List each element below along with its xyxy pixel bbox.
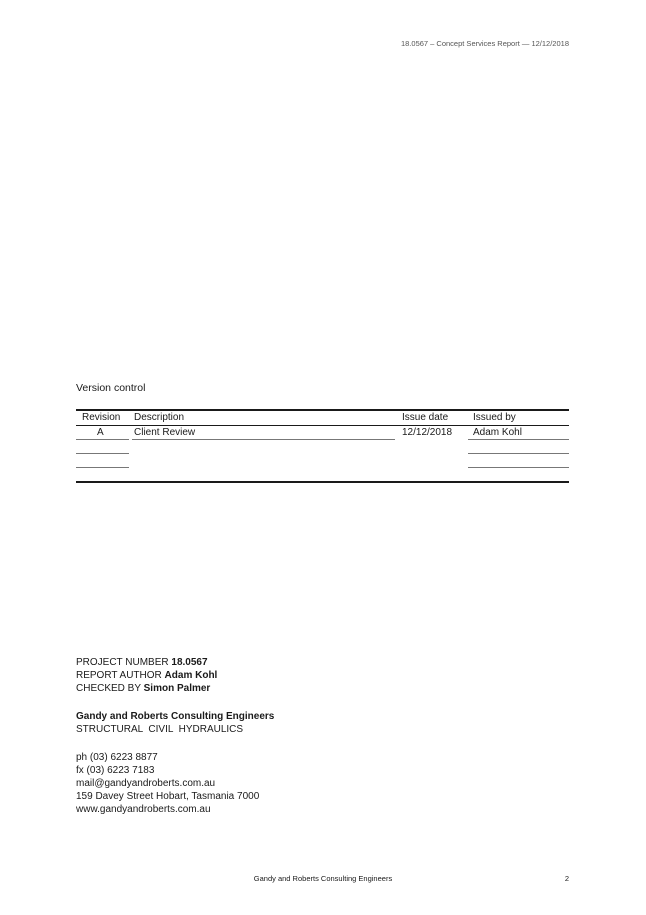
column-header-description: Description — [134, 412, 185, 423]
version-control-table — [76, 409, 569, 483]
document-reference-header: 18.0567 – Concept Services Report — 12/12/2018 — [400, 39, 569, 48]
table-row-description: Client Review — [134, 427, 196, 438]
row-2-issued-by-line — [468, 453, 569, 454]
table-row-revision: A — [97, 427, 104, 438]
row-2-revision-line — [76, 453, 129, 454]
row-1-revision-line — [76, 439, 129, 440]
project-number: 18.0567 — [171, 657, 208, 668]
column-header-revision: Revision — [82, 412, 121, 423]
project-details — [76, 656, 217, 695]
email-address: mail@gandyandroberts.com.au — [76, 778, 216, 789]
row-3-revision-line — [76, 467, 129, 468]
project-number-label: PROJECT NUMBER — [76, 657, 169, 668]
column-header-issue-date: Issue date — [402, 412, 449, 423]
company-disciplines: STRUCTURAL CIVIL HYDRAULICS — [76, 724, 244, 735]
row-3-issued-by-line — [468, 467, 569, 468]
checked-by-label: CHECKED BY — [76, 683, 141, 694]
contact-block — [76, 751, 259, 816]
header-bottom-rule — [76, 425, 569, 426]
company-name: Gandy and Roberts Consulting Engineers — [76, 711, 275, 722]
street-address: 159 Davey Street Hobart, Tasmania 7000 — [76, 791, 260, 802]
phone-number: ph (03) 6223 8877 — [76, 752, 158, 763]
checked-by: Simon Palmer — [143, 683, 211, 694]
table-bottom-rule — [76, 481, 569, 483]
report-author-label: REPORT AUTHOR — [76, 670, 162, 681]
table-top-rule — [76, 409, 569, 411]
footer-company-name: Gandy and Roberts Consulting Engineers — [253, 874, 393, 883]
report-author-line — [76, 669, 217, 682]
table-row-issued-by: Adam Kohl — [473, 427, 522, 438]
row-1-issued-by-line — [468, 439, 569, 440]
column-header-issued-by: Issued by — [473, 412, 516, 423]
page-number: 2 — [564, 874, 569, 883]
fax-number: fx (03) 6223 7183 — [76, 765, 155, 776]
website: www.gandyandroberts.com.au — [76, 804, 211, 815]
project-number-line — [76, 656, 217, 669]
version-control-heading: Version control — [76, 382, 146, 394]
table-row-issue-date: 12/12/2018 — [402, 427, 453, 438]
checked-by-line — [76, 682, 217, 695]
report-author: Adam Kohl — [164, 670, 218, 681]
row-1-description-line — [132, 439, 395, 440]
company-block — [76, 710, 274, 736]
